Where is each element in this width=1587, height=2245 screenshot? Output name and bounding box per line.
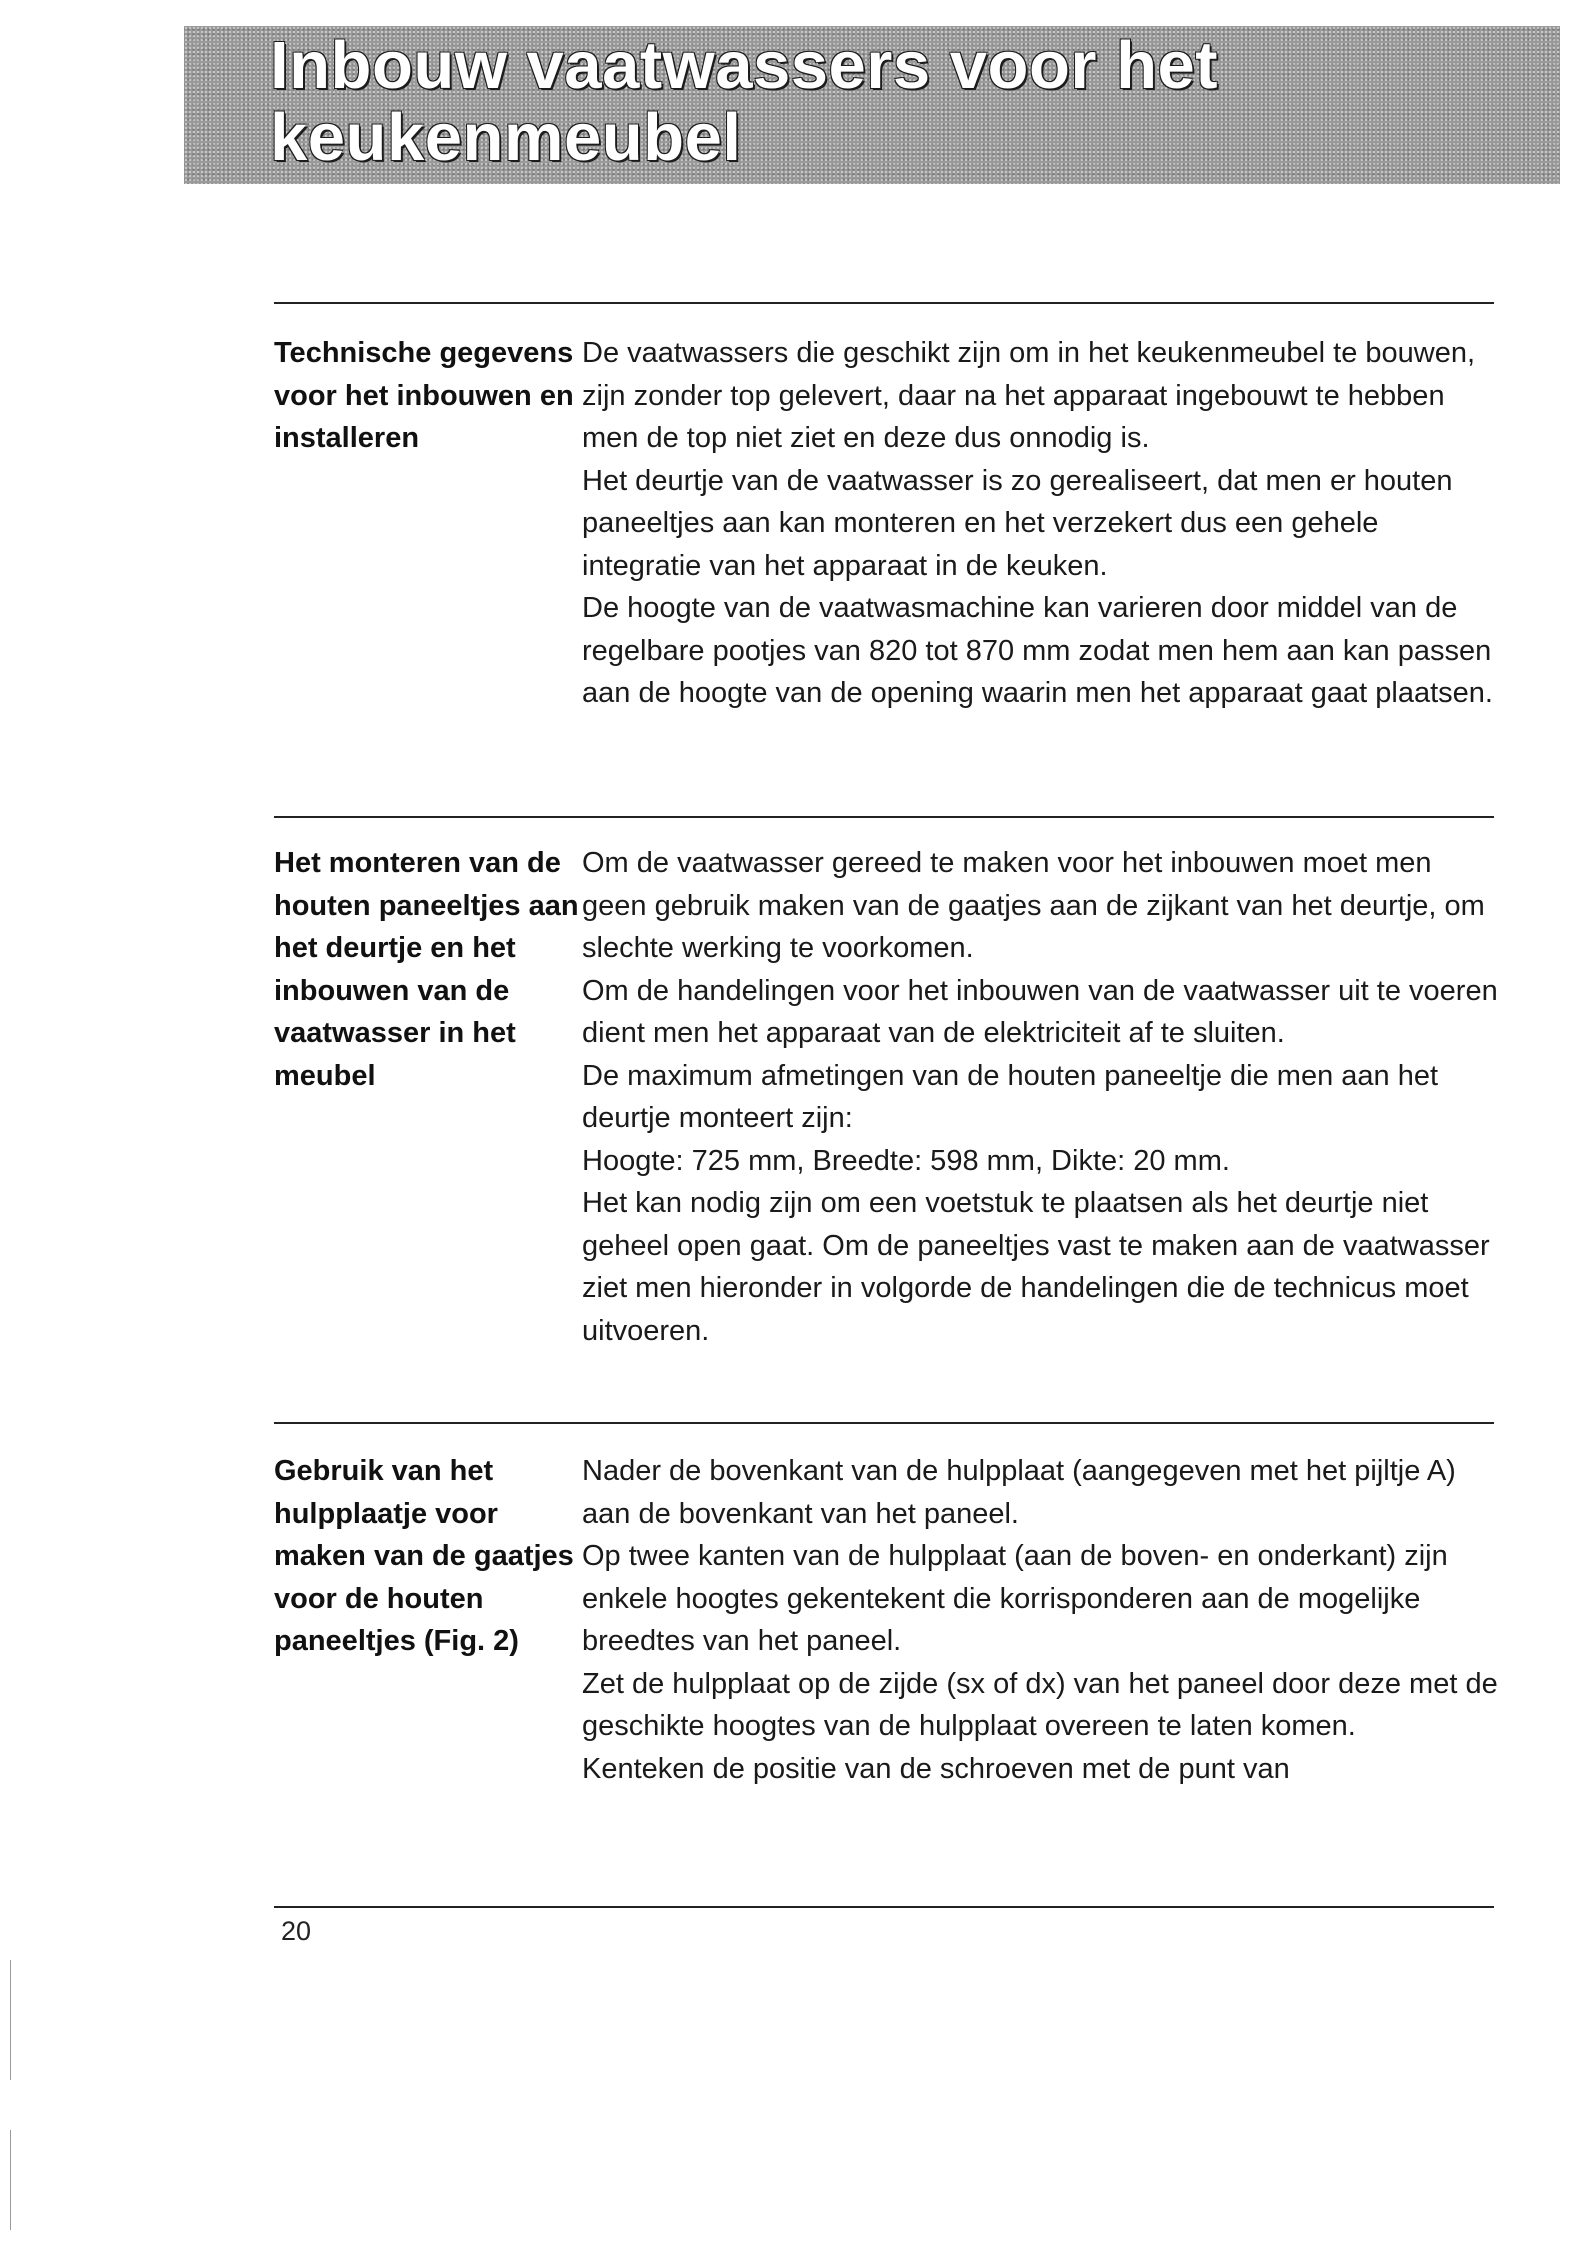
section-template-usage: [274, 1450, 1504, 1790]
scan-margin-mark: [10, 1960, 11, 2080]
section-heading: Technische gegevens voor het inbouwen en installeren: [274, 337, 574, 454]
section-heading: Gebruik van het hulpplaatje voor maken van de gaatjes voor de houten paneeltjes (Fig. 2): [274, 1455, 574, 1657]
paragraph: Op twee kanten van de hulpplaat (aan de boven- en onderkant) zijn enkele hoogtes gekentekent die korrisponderen aan de mogelijke breedtes van het paneel.: [582, 1540, 1448, 1657]
section-divider: [274, 816, 1494, 818]
paragraph: Zet de hulpplaat op de zijde (sx of dx) van het paneel door deze met de geschikte hoogtes van de hulpplaat overeen te laten komen.: [582, 1667, 1498, 1742]
paragraph: De vaatwassers die geschikt zijn om in het keukenmeubel te bouwen, zijn zonder top gelevert, daar na het apparaat ingebouwt te hebben men de top niet ziet en deze dus onnodig is.: [582, 337, 1476, 454]
paragraph: Om de handelingen voor het inbouwen van de vaatwasser uit te voeren dient men het apparaat van de elektriciteit af te sluiten.: [582, 974, 1498, 1049]
paragraph: Om de vaatwasser gereed te maken voor het inbouwen moet men geen gebruik maken van de gaatjes aan de zijkant van het deurtje, om slechte werking te voorkomen.: [582, 847, 1485, 964]
section-heading: Het monteren van de houten paneeltjes aan het deurtje en het inbouwen van de vaatwasser in het meubel: [274, 847, 579, 1092]
paragraph: Het kan nodig zijn om een voetstuk te plaatsen als het deurtje niet geheel open gaat. Om de paneeltjes vast te maken aan de vaatwasser ziet men hieronder in volgorde de handelingen die de technicus moet uitvoeren.: [582, 1187, 1490, 1347]
paragraph: De hoogte van de vaatwasmachine kan varieren door middel van de regelbare pootjes van 820 tot 870 mm zodat men hem aan kan passen aan de hoogte van de opening waarin men het apparaat gaat plaatsen.: [582, 592, 1493, 709]
paragraph: De maximum afmetingen van de houten paneeltje die men aan het deurtje monteert zijn:: [582, 1059, 1439, 1134]
section-body: [582, 842, 1504, 1352]
section-divider: [274, 1422, 1494, 1424]
paragraph: Hoogte: 725 mm, Breedte: 598 mm, Dikte: 20 mm.: [582, 1144, 1230, 1177]
paragraph: Nader de bovenkant van de hulpplaat (aangegeven met het pijltje A) aan de bovenkant van het paneel.: [582, 1455, 1456, 1530]
section-divider: [274, 302, 1494, 304]
footer-divider: [274, 1906, 1494, 1908]
page-title: Inbouw vaatwassers voor het keukenmeubel: [270, 28, 1219, 175]
paragraph: Kenteken de positie van de schroeven met de punt van: [582, 1752, 1290, 1785]
section-mounting-panels: [274, 842, 1504, 1352]
section-technical-data: [274, 332, 1504, 715]
scan-margin-mark: [10, 2130, 11, 2230]
title-banner: [184, 26, 1560, 184]
section-body: [582, 332, 1504, 715]
page-number: 20: [281, 1916, 312, 1946]
paragraph: Het deurtje van de vaatwasser is zo gerealiseert, dat men er houten paneeltjes aan kan monteren en het verzekert dus een gehele integratie van het apparaat in de keuken.: [582, 464, 1453, 582]
section-body: [582, 1450, 1504, 1790]
